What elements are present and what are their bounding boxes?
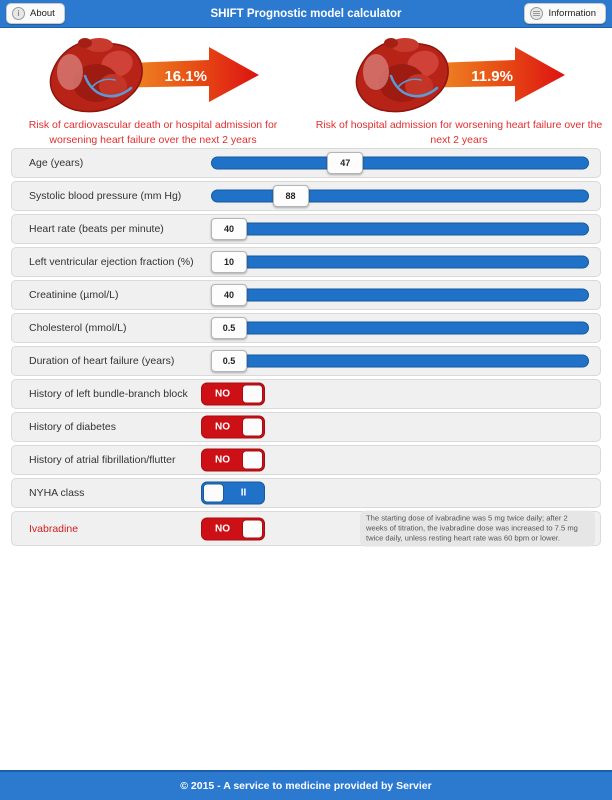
row-age <box>11 148 601 178</box>
about-button[interactable] <box>6 3 65 24</box>
row-systolic-bp <box>11 181 601 211</box>
row-ivabradine <box>11 511 601 546</box>
toggle-knob[interactable] <box>242 451 263 470</box>
slider-handle[interactable]: 0.5 <box>211 317 247 339</box>
slider-track[interactable] <box>211 256 589 269</box>
risk-section <box>0 36 612 148</box>
slider-handle[interactable]: 47 <box>327 152 363 174</box>
slider-handle[interactable]: 40 <box>211 218 247 240</box>
slider-handle[interactable]: 10 <box>211 251 247 273</box>
atrial-fibrillation-label: History of atrial fibrillation/flutter <box>29 454 176 466</box>
risk-indicator-left <box>0 36 306 148</box>
slider-track[interactable] <box>211 190 589 203</box>
risk-value-left: 16.1% <box>163 68 207 85</box>
diabetes-toggle[interactable]: NO <box>201 416 265 439</box>
systolic-bp-label: Systolic blood pressure (mm Hg) <box>29 190 182 202</box>
slider-handle[interactable]: 0.5 <box>211 350 247 372</box>
slider-handle[interactable]: 88 <box>273 185 309 207</box>
footer-text: © 2015 - A service to medicine provided by Servier <box>180 780 432 792</box>
systolic-bp-slider[interactable] <box>211 185 589 207</box>
risk-caption-right: Risk of hospital admission for worsening heart failure over the next 2 years <box>315 119 603 147</box>
lbbb-label: History of left bundle-branch block <box>29 388 188 400</box>
row-lbbb <box>11 379 601 409</box>
row-atrial-fibrillation <box>11 445 601 475</box>
toggle-knob[interactable] <box>203 484 224 503</box>
slider-track[interactable] <box>211 355 589 368</box>
atrial-fibrillation-toggle[interactable]: NO <box>201 449 265 472</box>
diabetes-label: History of diabetes <box>29 421 116 433</box>
hf-duration-label: Duration of heart failure (years) <box>29 355 175 367</box>
slider-handle[interactable]: 40 <box>211 284 247 306</box>
cholesterol-label: Cholesterol (mmol/L) <box>29 322 127 334</box>
ivabradine-note: The starting dose of ivabradine was 5 mg twice daily; after 2 weeks of titration, the ivabradine dose was increased to 7.5 mg twice daily, unless resting heart rate was 60 bpm or lower. <box>360 510 595 547</box>
heart-rate-slider[interactable] <box>211 218 589 240</box>
heart-arrow-graphic-left <box>41 36 266 114</box>
menu-circle-icon <box>530 7 543 20</box>
information-button-label: Information <box>548 8 596 19</box>
row-diabetes <box>11 412 601 442</box>
slider-track[interactable] <box>211 322 589 335</box>
heart-arrow-graphic-right <box>347 36 572 114</box>
row-nyha-class <box>11 478 601 508</box>
parameters-list <box>11 148 601 549</box>
nyha-class-toggle[interactable]: II <box>201 482 265 505</box>
age-slider[interactable] <box>211 152 589 174</box>
nyha-class-label: NYHA class <box>29 487 85 499</box>
toggle-knob[interactable] <box>242 418 263 437</box>
row-heart-rate <box>11 214 601 244</box>
lvef-slider[interactable] <box>211 251 589 273</box>
row-cholesterol <box>11 313 601 343</box>
slider-track[interactable] <box>211 289 589 302</box>
creatinine-label: Creatinine (µmol/L) <box>29 289 119 301</box>
header-bar <box>0 0 612 28</box>
risk-caption-left: Risk of cardiovascular death or hospital admission for worsening heart failure over the next 2 years <box>28 119 278 147</box>
about-button-label: About <box>30 8 55 19</box>
ivabradine-toggle[interactable]: NO <box>201 517 265 540</box>
toggle-knob[interactable] <box>242 519 263 538</box>
row-creatinine <box>11 280 601 310</box>
age-label: Age (years) <box>29 157 84 169</box>
lvef-label: Left ventricular ejection fraction (%) <box>29 256 194 268</box>
creatinine-slider[interactable] <box>211 284 589 306</box>
toggle-knob[interactable] <box>242 385 263 404</box>
info-circle-icon: i <box>12 7 25 20</box>
slider-track[interactable] <box>211 223 589 236</box>
page-title: SHIFT Prognostic model calculator <box>210 7 402 20</box>
risk-indicator-right <box>306 36 612 148</box>
lbbb-toggle[interactable]: NO <box>201 383 265 406</box>
row-lvef <box>11 247 601 277</box>
hf-duration-slider[interactable] <box>211 350 589 372</box>
risk-value-right: 11.9% <box>470 68 513 85</box>
information-button[interactable] <box>524 3 606 24</box>
cholesterol-slider[interactable] <box>211 317 589 339</box>
ivabradine-label: Ivabradine <box>29 522 79 535</box>
footer-bar <box>0 770 612 800</box>
slider-track[interactable] <box>211 157 589 170</box>
heart-rate-label: Heart rate (beats per minute) <box>29 223 164 235</box>
row-hf-duration <box>11 346 601 376</box>
